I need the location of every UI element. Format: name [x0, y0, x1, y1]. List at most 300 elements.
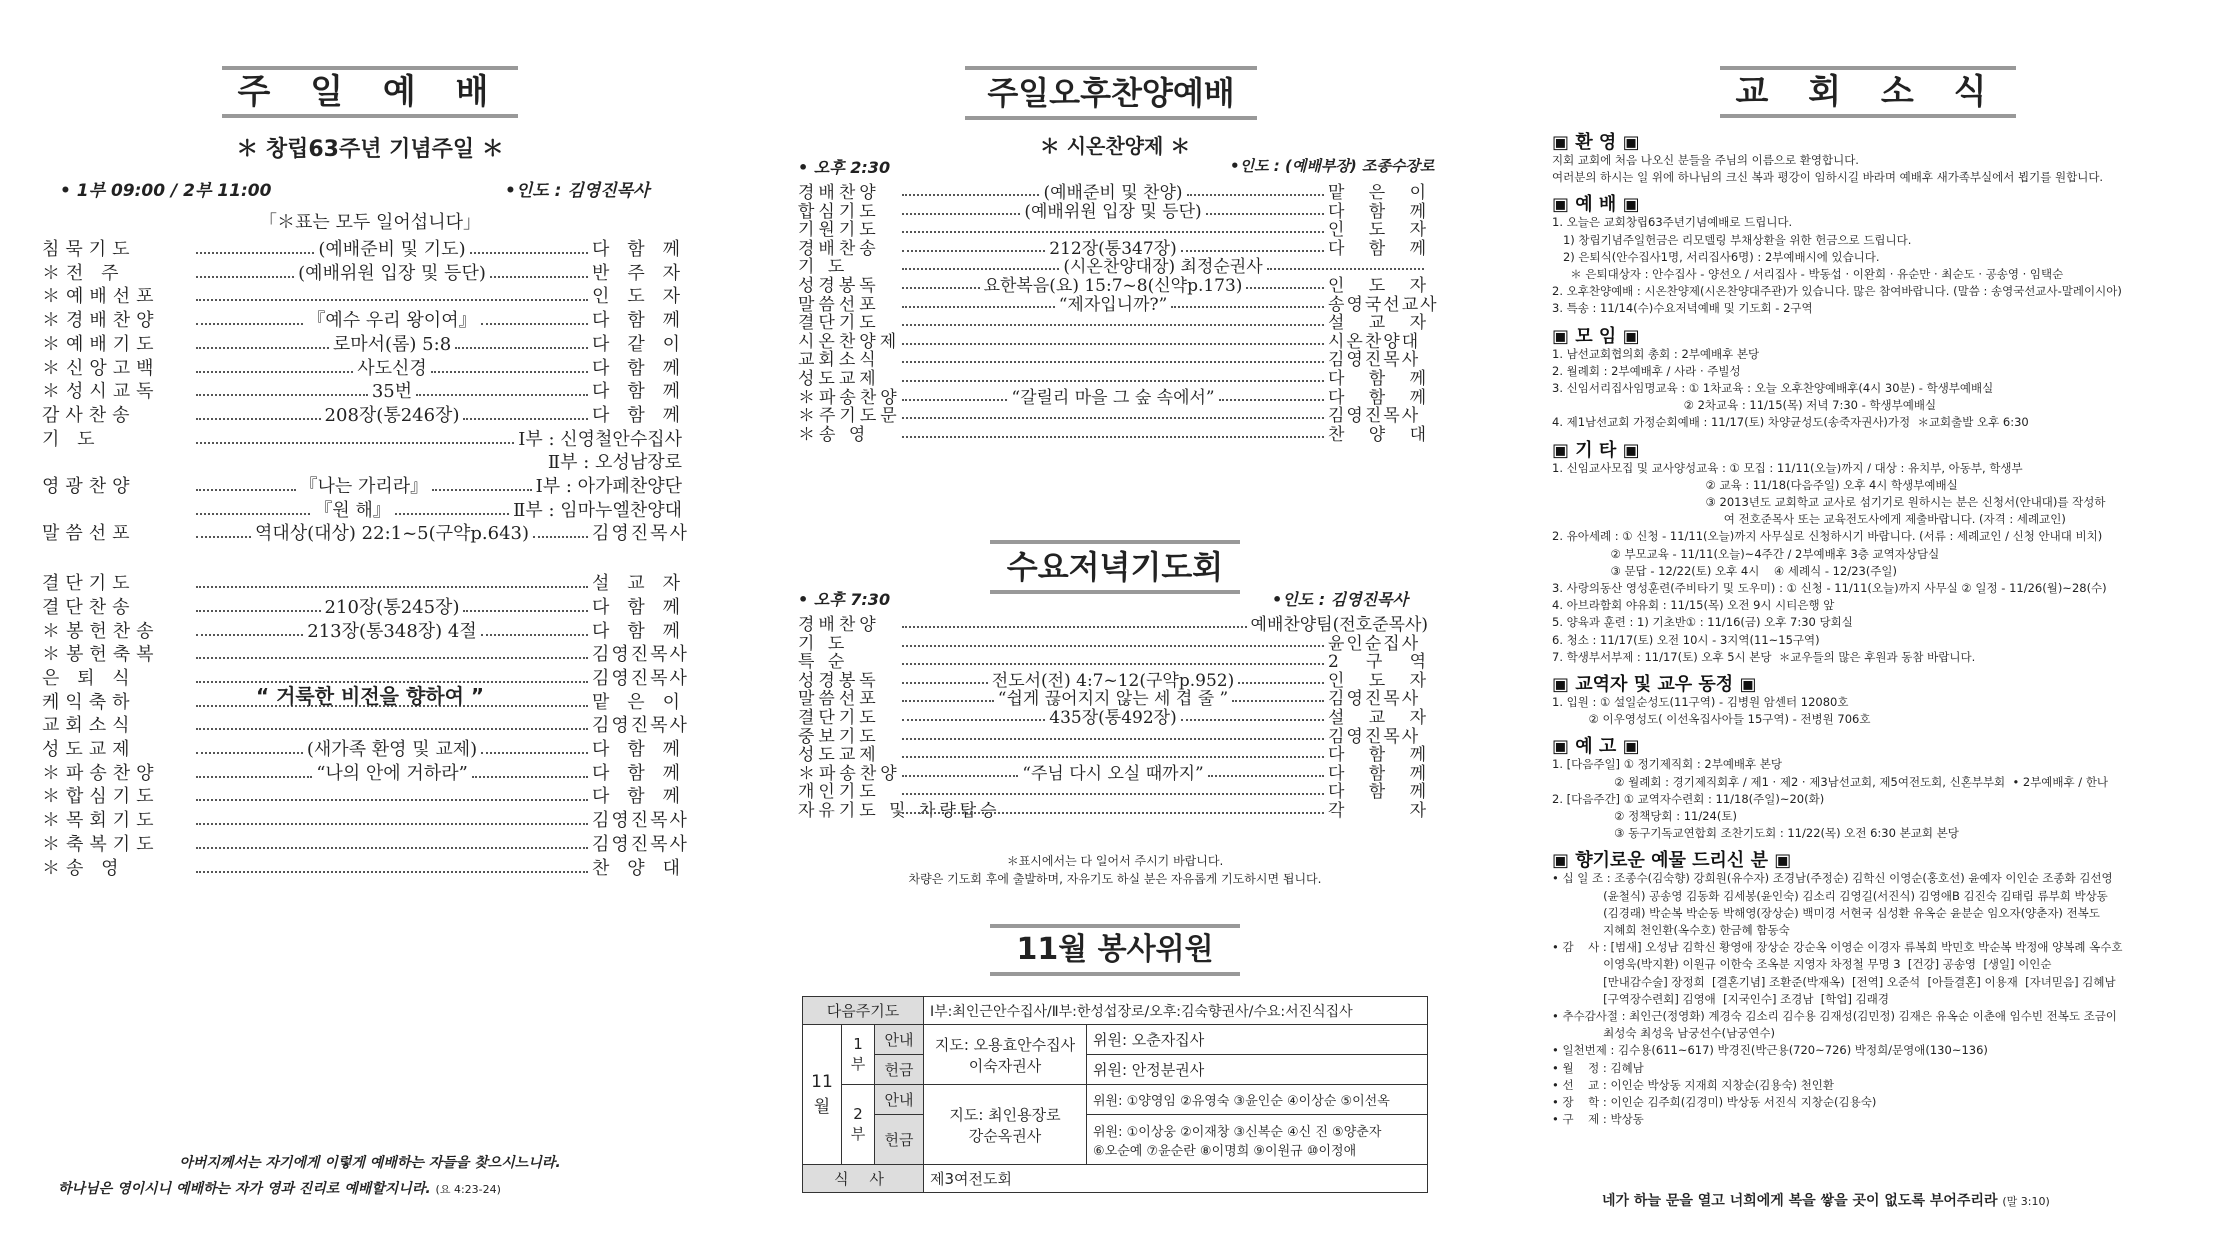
order-row: [42, 357, 682, 380]
order-person: 찬 양 대: [1328, 424, 1428, 445]
order-person: 김영진목사: [592, 810, 689, 832]
part1-cash-label: 헌금: [875, 1055, 924, 1085]
leader-dots: [472, 776, 588, 778]
order-label: ＊파송찬양: [798, 387, 901, 408]
leader-dots: [902, 682, 988, 684]
order-label: 경배찬송: [798, 238, 880, 259]
leader-dots: [902, 775, 1018, 777]
wednesday-note2: 차량은 기도회 후에 출발하며, 자유기도 하실 분은 자유롭게 기도하시면 됩니다.: [908, 872, 1322, 886]
part1-director: 지도: 오용효안수집사 이숙자권사: [924, 1025, 1087, 1085]
leader-dots: [481, 323, 588, 325]
order-person: 김영진목사: [592, 715, 689, 737]
news-section-heading: ▣ 예 고 ▣: [1552, 736, 1640, 758]
order-label: ＊송 영: [798, 424, 870, 445]
news-line: ③ 2013년도 교회학교 교사로 섬기기로 원하시는 분은 신청서(안내대)를 작성하: [1552, 495, 2106, 509]
order-detail: “제자입니까?”: [1058, 294, 1168, 315]
news-line: 6. 청소 : 11/17(토) 오전 10시 - 3지역(11~15구역): [1552, 632, 1820, 647]
order-detail: 전도서(전) 4:7~12(구약p.952): [991, 670, 1235, 691]
leader-dots: [1246, 287, 1324, 289]
order-label: 영광찬양: [42, 476, 136, 497]
standing-note: 「＊표는 모두 일어섭니다」: [259, 212, 481, 233]
leader-dots: [196, 752, 303, 754]
order-person: Ⅱ부 : 임마누엘찬양대: [513, 499, 683, 521]
order-person: 맡 은 이: [1328, 183, 1428, 203]
order-label: ＊신앙고백: [42, 357, 160, 379]
order-label: 침묵기도: [42, 239, 136, 260]
news-section-heading: ▣ 기 타 ▣: [1552, 439, 1640, 461]
part2-guide-label: 안내: [875, 1085, 924, 1115]
leader-dots: [196, 871, 588, 873]
news-line: 7. 학생부서부제 : 11/17(토) 오후 5시 본당 ＊교우들의 많은 후원과 동참 바랍니다.: [1552, 649, 1976, 664]
order-person: 찬 양 대: [592, 857, 682, 879]
news-line: 2. [다음주간] ① 교역자수련회 : 11/18(주일)~20(화): [1552, 791, 1825, 806]
news-section-heading: ▣ 향기로운 예물 드리신 분 ▣: [1552, 850, 1792, 872]
order-detail: 사도신경: [357, 357, 427, 379]
part2-director: 지도: 최인용장로 강순옥권사: [924, 1085, 1087, 1165]
leader-dots: [196, 371, 353, 373]
leader-dots: [902, 738, 1324, 740]
order-row: [42, 572, 682, 595]
order-detail: 213장(통348장) 4절: [307, 620, 477, 642]
order-row: [42, 404, 682, 427]
order-row: [42, 262, 682, 285]
order-person: 다 함 께: [592, 357, 682, 379]
order-label: 말씀선포: [42, 523, 136, 545]
part1-guide-members: 위원: 오춘자집사: [1087, 1025, 1428, 1055]
closing-verse-ref: (말 3:10): [2002, 1195, 2050, 1208]
order-label: 중보기도: [798, 726, 880, 747]
leader-dots: [902, 399, 1007, 401]
closing-verse: 네가 하늘 문을 열고 너희에게 복을 쌓을 곳이 없도록 부어주리라: [1602, 1193, 1998, 1209]
leader-dots: [196, 489, 296, 491]
wednesday-order: [798, 612, 1428, 872]
order-person: 송영국선교사: [1328, 294, 1439, 315]
meal-value: 제3여전도회: [924, 1165, 1428, 1193]
order-row: [42, 238, 682, 261]
order-detail: (예배준비 및 찬양): [1043, 183, 1183, 203]
news-line: (김경래) 박순복 박순동 박해영(장상순) 백미경 서현국 심성환 유옥순 윤분순 임오자(양춘자) 전복도: [1552, 905, 2100, 920]
part2-guide-members: 위원: ①양영임 ②유영숙 ③윤인순 ④이상순 ⑤이선옥: [1087, 1085, 1428, 1115]
news-line: ② 정책당회 : 11/24(토): [1552, 809, 1737, 823]
leader-dots: [196, 252, 314, 254]
order-person: 윤인순집사: [1328, 633, 1421, 654]
news-line: 여러분의 하시는 일 위에 하나님의 크신 복과 평강이 임하시길 바라며 예배후 새가족부실에서 뵙기를 원합니다.: [1552, 170, 2104, 185]
leader-dots: [1187, 194, 1324, 196]
order-row: [42, 285, 682, 308]
news-line: • 구 제 : 박상동: [1552, 1112, 1644, 1127]
leader-dots: [196, 276, 294, 278]
order-person: 김영진목사: [1328, 406, 1421, 427]
afternoon-worship-title: 주일오후찬양예배: [965, 66, 1257, 120]
news-line: 1. 오늘은 교회창립63주년기념예배로 드립니다.: [1552, 215, 1793, 230]
news-line: 2. 유아세례 : ① 신청 - 11/11(오늘)까지 사무실로 신청하시기 바랍니다. (서류 : 세례교인 / 신청 안내대 비치): [1552, 529, 2103, 544]
meal-label: 식 사: [803, 1165, 924, 1193]
leader-dots: [431, 371, 588, 373]
order-person: 김영진목사: [1328, 726, 1421, 747]
sermon-title: “ 거룩한 비전을 향하여 ”: [255, 684, 485, 708]
leader-dots: [196, 347, 329, 349]
news-section-heading: ▣ 교역자 및 교우 동정 ▣: [1552, 674, 1757, 695]
order-label: 기 도: [42, 428, 101, 450]
order-row: [798, 798, 1428, 821]
order-row: [42, 620, 682, 643]
order-person: 다 함 께: [592, 762, 683, 784]
order-label: 성경봉독: [798, 670, 880, 691]
part1-cash-members: 위원: 안정분권사: [1087, 1055, 1428, 1085]
order-detail: 『원 해』: [314, 499, 391, 521]
order-person: 예배찬양팀(전호준목사): [1250, 615, 1428, 635]
leader-dots: [196, 823, 588, 825]
news-line: 2) 은퇴식(안수집사1명, 서리집사6명) : 2부예배시에 있습니다.: [1552, 249, 1880, 264]
news-line: ③ 동구기독교연합회 조찬기도회 : 11/22(목) 오전 6:30 본교회 본당: [1552, 826, 1959, 841]
order-label: 감사찬송: [42, 404, 136, 426]
order-row: [42, 857, 682, 880]
order-row: [42, 475, 682, 498]
order-person: 인 도 자: [1328, 670, 1428, 691]
leader-dots: [196, 728, 588, 730]
order-person: Ⅰ부 : 아가페찬양단: [535, 476, 683, 497]
order-label: ＊예배선포: [42, 286, 160, 308]
order-person: 다 함 께: [1328, 387, 1428, 408]
order-label: 결단찬송: [42, 596, 136, 618]
order-label: 경배찬양: [798, 615, 880, 635]
order-label: 성경봉독: [798, 276, 880, 296]
order-row: [42, 596, 682, 619]
order-label: ＊성시교독: [42, 381, 160, 403]
order-row: [798, 422, 1428, 445]
leader-dots: [902, 287, 980, 289]
order-person: 다 함 께: [1328, 745, 1428, 766]
part2-cell: 2부: [842, 1085, 875, 1165]
order-label: 결단기도: [798, 313, 880, 334]
order-person: 맡 은 이: [592, 691, 682, 713]
order-label: ＊목회기도: [42, 810, 160, 832]
order-person: 다 함 께: [592, 620, 683, 642]
leader-dots: [196, 657, 588, 659]
order-label: 기 도: [798, 257, 849, 278]
wednesday-leader: •인도 : 김영진목사: [1272, 590, 1408, 609]
news-line: 여 전호준목사 또는 교육전도사에게 제출바랍니다. (자격 : 세례교인): [1552, 512, 2066, 527]
praise-festival-subtitle: ＊ 시온찬양제 ＊: [1039, 134, 1191, 158]
order-row: [42, 738, 682, 761]
leader-dots: [902, 417, 1324, 419]
news-line: • 감 사 : [범새] 오성남 김학신 황영애 장상순 강순옥 이영순 이경자 류복희 박민호 박순복 박정애 양복례 옥수호: [1552, 940, 2123, 955]
leader-dots: [902, 626, 1247, 628]
order-person: 다 함 께: [1328, 782, 1428, 803]
order-person: 인 도 자: [1328, 220, 1428, 241]
news-line: 최성숙 최성욱 남궁선수(남궁연수): [1552, 1026, 1775, 1041]
leader-dots: [196, 299, 588, 301]
leader-dots: [1171, 306, 1324, 308]
order-detail: (예배준비 및 기도): [318, 239, 466, 260]
leader-dots: [196, 799, 588, 801]
order-row: [42, 643, 689, 666]
leader-dots: [902, 343, 1324, 345]
service-leader: •인도 : 김영진목사: [505, 181, 650, 201]
order-label: 성도교제: [798, 369, 880, 389]
order-person: 인 도 자: [592, 286, 682, 308]
news-line: 3. 특송 : 11/14(수)수요저녁예배 및 기도회 - 2구역: [1552, 301, 1813, 316]
order-person: 김영진목사: [1328, 350, 1421, 371]
leader-dots: [196, 323, 303, 325]
leader-dots: [463, 418, 588, 420]
leader-dots: [196, 513, 310, 515]
order-label: 자유기도 및 차량탑승: [798, 801, 1001, 821]
leader-dots: [902, 324, 1324, 326]
leader-dots: [902, 250, 1045, 252]
leader-dots: [196, 776, 312, 778]
news-line: ② 교육 : 11/18(다음주일) 오후 4시 학생부예배실: [1552, 477, 1958, 492]
leader-dots: [902, 436, 1324, 438]
wednesday-note1: ＊표시에서는 다 일어서 주시기 바랍니다.: [1006, 854, 1224, 868]
order-row: [42, 451, 682, 474]
order-detail: 435장(통492장): [1049, 708, 1177, 728]
wednesday-time: • 오후 7:30: [798, 590, 891, 609]
order-person: Ⅰ부 : 신영철안수집사: [518, 428, 682, 450]
order-label: 경배찬양: [798, 183, 880, 203]
order-row: [42, 785, 682, 808]
order-label: 합심기도: [798, 201, 880, 222]
news-line: • 월 정 : 김혜남: [1552, 1060, 1644, 1075]
afternoon-order: [798, 180, 1439, 510]
order-label: 특 순: [798, 652, 849, 673]
leader-dots: [1232, 700, 1324, 702]
order-detail: 『나는 가리라』: [299, 476, 429, 497]
order-label: ＊예배기도: [42, 333, 160, 355]
order-detail: “나의 안에 거하라”: [316, 762, 468, 784]
leader-dots: [902, 306, 1055, 308]
news-line: [만내감수술] 장정희 [결혼기념] 조환준(박재옥) [전역] 오준석 [아들결혼] 이용재 [자녀믿음] 김혜남: [1552, 974, 2116, 989]
order-detail: “주님 다시 오실 때까지”: [1022, 763, 1204, 784]
news-line: • 일천번제 : 김수용(611~617) 박경진(박근용(720~726) 박정희/문영애(130~136): [1552, 1043, 1988, 1058]
news-line: 1. 신임교사모집 및 교사양성교육 : ① 모집 : 11/11(오늘)까지 / 대상 : 유치부, 아동부, 학생부: [1552, 460, 2023, 475]
news-line: 1. 남선교회협의회 총회 : 2부예배후 본당: [1552, 346, 1760, 361]
news-line: ② 2차교육 : 11/15(목) 저녁 7:30 - 학생부예배실: [1552, 398, 1937, 413]
order-person: 다 함 께: [1328, 238, 1428, 259]
leader-dots: [455, 347, 588, 349]
order-person: 김영진목사: [592, 833, 689, 855]
order-person: Ⅱ부 : 오성남장로: [547, 452, 682, 474]
order-detail: 요한복음(요) 15:7~8(신약p.173): [983, 276, 1243, 296]
part2-cash-label: 헌금: [875, 1115, 924, 1165]
news-line: • 장 학 : 이인순 김주희(김경미) 박상동 서진식 지창순(김용숙): [1552, 1095, 1877, 1109]
news-line: ② 월례회 : 경기제직회후 / 제1 · 제2 · 제3남선교회, 제5여전도회, 신혼부부회 • 2부예배후 / 한나: [1552, 774, 2109, 789]
order-person: 시온찬양대: [1328, 331, 1421, 352]
order-detail: (새가족 환영 및 교제): [306, 739, 478, 760]
order-label: 결단기도: [42, 573, 136, 595]
news-section-heading: ▣ 예 배 ▣: [1552, 194, 1640, 216]
order-person: 다 함 께: [592, 786, 682, 808]
order-person: 각 자: [1328, 801, 1428, 821]
leader-dots: [196, 418, 321, 420]
order-detail: 역대상(대상) 22:1~5(구약p.643): [254, 523, 530, 545]
order-row: [42, 499, 682, 522]
order-person: 다 함 께: [1328, 201, 1428, 222]
order-person: 다 같 이: [592, 333, 683, 355]
leader-dots: [1206, 213, 1324, 215]
order-detail: 208장(통246장): [324, 404, 460, 426]
part2-cash-members: 위원: ①이상웅 ②이재창 ③신복순 ④신 진 ⑤양춘자 ⑥오순예 ⑦윤순란 ⑧이명희 ⑨이원규 ⑩이정애: [1087, 1115, 1428, 1165]
order-person: 반 주 자: [592, 262, 683, 284]
order-person: 설 교 자: [1328, 708, 1428, 728]
order-row: [42, 380, 682, 403]
news-line: 2. 오후찬양예배 : 시온찬양제(시온찬양대주관)가 있습니다. 많은 참여바랍니다. (말씀 : 송영국선교사-말레이시아): [1552, 284, 2122, 299]
order-detail: (시온찬양대장) 최정순권사: [1063, 257, 1263, 278]
closing-verse-line2-wrap: [58, 1178, 501, 1198]
order-detail: (예배위원 입장 및 등단): [1024, 201, 1202, 222]
leader-dots: [395, 513, 509, 515]
news-line: 3. 신임서리집사임명교육 : ① 1차교육 : 오늘 오후찬양예배후(4시 30분) - 학생부예배실: [1552, 381, 1994, 395]
news-line: 지회 교회에 처음 나오신 분들을 주님의 이름으로 환영합니다.: [1552, 153, 1859, 167]
order-person: 다 함 께: [1328, 763, 1428, 784]
order-detail: 210장(통245장): [324, 596, 460, 618]
leader-dots: [1181, 719, 1324, 721]
order-person: 다 함 께: [1328, 369, 1428, 389]
news-line: 지혜희 천인환(옥수호) 한금혜 함동숙: [1552, 923, 1790, 937]
leader-dots: [902, 645, 1324, 647]
order-detail: 로마서(롬) 5:8: [332, 333, 452, 355]
order-label: ＊파송찬양: [798, 763, 901, 784]
news-line: 1. [다음주일] ① 정기제직회 : 2부예배후 본당: [1552, 757, 1783, 772]
leader-dots: [902, 812, 1324, 814]
leader-dots: [196, 394, 368, 396]
leader-dots: [416, 394, 588, 396]
order-label: 결단기도: [798, 708, 880, 728]
news-line: 4. 아브라함회 야유회 : 11/15(목) 오전 9시 시티은행 앞: [1552, 598, 1835, 613]
afternoon-leader: •인도 : (예배부장) 조종수장로: [1230, 157, 1435, 175]
news-line: 4. 제1남선교회 가정순회예배 : 11/17(토) 차양균성도(송죽자권사)가정 ＊교회출발 오후 6:30: [1552, 415, 2029, 430]
leader-dots: [902, 700, 994, 702]
news-line: [구역장수련회] 김영애 [지국인수] 조경남 [학업] 김래경: [1552, 991, 1889, 1006]
news-section-heading: ▣ 모 임 ▣: [1552, 325, 1640, 347]
order-detail: 『예수 우리 왕이여』: [307, 310, 477, 332]
leader-dots: [432, 489, 532, 491]
leader-dots: [902, 361, 1324, 363]
order-detail: 212장(통347장): [1049, 238, 1177, 259]
news-line: 5. 양육과 훈련 : 1) 기초반① : 11/16(금) 오후 7:30 당회실: [1552, 615, 1853, 630]
order-label: ＊축복기도: [42, 833, 160, 855]
closing-verse-ref: (요 4:23-24): [435, 1183, 501, 1196]
leader-dots: [470, 252, 588, 254]
leader-dots: [533, 536, 588, 538]
order-person: 설 교 자: [592, 573, 682, 595]
closing-verse-line2: 하나님은 영이시니 예배하는 자가 영과 진리로 예배할지니라.: [58, 1181, 431, 1197]
leader-dots: [490, 276, 588, 278]
order-person: 인 도 자: [1328, 276, 1429, 296]
order-person: 2 구 역: [1328, 652, 1428, 673]
news-line: • 추수감사절 : 최인근(정영화) 계경숙 김소리 김수용 김재성(김민정) 김재은 유옥순 이춘애 임수빈 전복도 조금이: [1552, 1009, 2117, 1023]
order-person: 김영진목사: [592, 523, 689, 545]
leader-dots: [1208, 775, 1324, 777]
order-person: 다 함 께: [592, 404, 683, 426]
service-committee-table: [802, 996, 1428, 1193]
order-label: 기 도: [798, 633, 849, 654]
news-line: 2. 월례회 : 2부예배후 / 사라 · 주빌성: [1552, 363, 1741, 378]
news-line: (윤철식) 공송영 김동화 김세봉(윤인숙) 김소리 김영길(서진식) 김영애B 김진숙 김태림 류부희 박상동: [1552, 888, 2108, 903]
order-person: 김영진목사: [592, 644, 689, 666]
order-detail: (예배위원 입장 및 등단): [298, 262, 486, 284]
order-label: 기원기도: [798, 220, 880, 241]
leader-dots: [196, 586, 588, 588]
leader-dots: [902, 213, 1020, 215]
leader-dots: [1238, 682, 1324, 684]
closing-verse-line1: 아버지께서는 자기에게 이렇게 예배하는 자들을 찾으시느니라.: [179, 1155, 561, 1171]
order-row: [42, 809, 689, 832]
leader-dots: [196, 634, 303, 636]
news-line: • 십 일 조 : 조종수(김숙향) 강희원(유수자) 조경남(주정순) 김학신 이영순(홍호선) 윤예자 이인순 조종화 김선영: [1552, 871, 2113, 886]
order-label: ＊봉헌찬송: [42, 620, 160, 642]
news-line: ③ 문답 - 12/22(토) 오후 4시 ④ 세례식 - 12/23(주일): [1552, 563, 1898, 578]
leader-dots: [196, 847, 588, 849]
afternoon-time: • 오후 2:30: [798, 158, 891, 177]
order-person: 김영진목사: [1328, 689, 1421, 710]
order-label: 시온찬양제: [798, 331, 901, 352]
leader-dots: [481, 752, 588, 754]
leader-dots: [196, 610, 321, 612]
order-row: [42, 714, 689, 737]
order-person: 김영진목사: [592, 667, 689, 689]
church-news-title: 교 회 소 식: [1720, 66, 2016, 118]
order-label: 성도교제: [798, 745, 880, 766]
sunday-worship-title: 주 일 예 배: [222, 66, 518, 118]
order-label: 교회소식: [798, 350, 880, 371]
order-label: ＊송 영: [42, 857, 125, 879]
order-person: 다 함 께: [592, 596, 683, 618]
order-person: 다 함 께: [592, 739, 683, 760]
news-line: • 선 교 : 이인순 박상동 지재희 지창순(김용숙) 천인환: [1552, 1077, 1835, 1092]
closing-verse-wrap: [1602, 1190, 2050, 1210]
leader-dots: [902, 719, 1045, 721]
church-news-body: [1552, 128, 2202, 1208]
order-row: [42, 428, 682, 451]
part1-guide-label: 안내: [875, 1025, 924, 1055]
next-prayer-label: 다음주기도: [803, 997, 924, 1025]
order-label: 말씀선포: [798, 689, 880, 710]
order-row: [42, 333, 682, 356]
order-row: [42, 309, 682, 332]
leader-dots: [902, 793, 1324, 795]
leader-dots: [463, 610, 588, 612]
part1-cell: 1부: [842, 1025, 875, 1085]
news-line: ② 이우영성도( 이선옥집사아들 15구역) - 전병원 706호: [1552, 712, 1871, 727]
order-label: ＊전 주: [42, 262, 125, 284]
order-label: ＊주기도문: [798, 406, 901, 427]
order-label: 케익축하: [42, 691, 136, 713]
order-person: 다 함 께: [592, 381, 683, 403]
order-label: ＊합심기도: [42, 786, 160, 808]
news-line: 3. 사랑의동산 영성훈련(주비타기 및 도우미) : ① 신청 - 11/11(오늘)까지 사무실 ② 일정 - 11/26(월)~28(수): [1552, 581, 2107, 595]
order-row: [42, 762, 682, 785]
order-row: [42, 522, 689, 545]
month-cell: 11월: [803, 1025, 842, 1165]
order-detail: “갈릴리 마을 그 숲 속에서”: [1011, 387, 1215, 408]
leader-dots: [481, 634, 588, 636]
news-line: ② 부모교육 - 11/11(오늘)~4주간 / 2부예배후 3층 교역자상담실: [1552, 546, 1940, 561]
leader-dots: [196, 536, 251, 538]
order-detail: “쉽게 끊어지지 않는 세 겹 줄 ”: [997, 689, 1229, 710]
leader-dots: [902, 194, 1039, 196]
leader-dots: [1219, 399, 1324, 401]
order-label: 성도교제: [42, 739, 136, 760]
wednesday-prayer-title: 수요저녁기도회: [990, 540, 1240, 594]
news-line: 이영욱(박지환) 이원규 이한숙 조옥분 지영자 차정철 무명 3 [건강] 공송영 [생일] 이인순: [1552, 957, 2052, 972]
order-person: 다 함 께: [592, 239, 682, 260]
service-committee-title: 11월 봉사위원: [990, 924, 1240, 976]
order-label: ＊파송찬양: [42, 762, 160, 784]
news-line: ＊ 은퇴대상자 : 안수집사 - 양선오 / 서리집사 - 박동섭 · 이완희 · 유순만 · 최순도 · 공송영 · 임택순: [1552, 267, 2064, 281]
anniversary-subtitle: ＊ 창립63주년 기념주일 ＊: [236, 137, 504, 162]
next-prayer-value: Ⅰ부:최인근안수집사/Ⅱ부:한성섭장로/오후:김숙향권사/수요:서진식집사: [924, 997, 1428, 1025]
